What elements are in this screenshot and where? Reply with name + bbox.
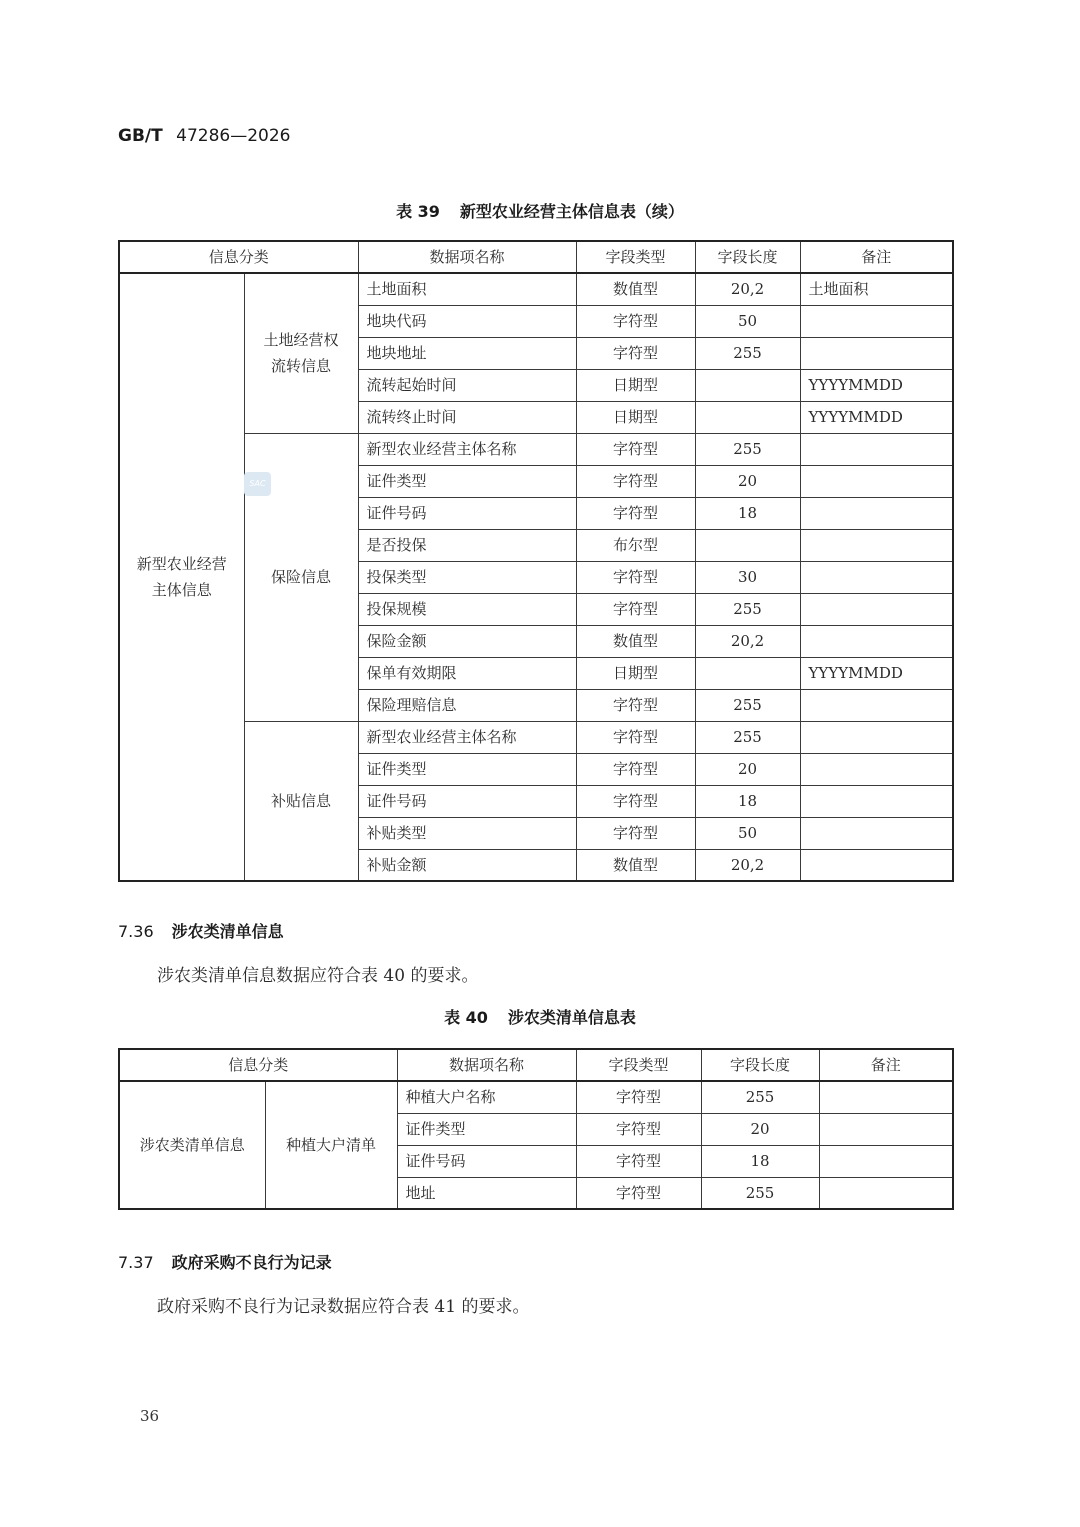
field-length-cell: 255: [695, 721, 800, 753]
field-type-cell: 字符型: [576, 1081, 701, 1113]
table39-header-row: [119, 241, 953, 273]
header-remark: 备注: [819, 1049, 953, 1081]
field-length-cell: 50: [695, 305, 800, 337]
item-name-cell: 新型农业经营主体名称: [358, 721, 576, 753]
table39-number: 表 39: [396, 202, 440, 221]
remark-cell: [800, 561, 953, 593]
item-name-cell: 地块代码: [358, 305, 576, 337]
item-name-cell: 补贴金额: [358, 849, 576, 881]
item-name-cell: 新型农业经营主体名称: [358, 433, 576, 465]
remark-cell: [800, 753, 953, 785]
table40-number: 表 40: [444, 1008, 488, 1027]
field-type-cell: 字符型: [576, 497, 695, 529]
field-type-cell: 日期型: [576, 657, 695, 689]
standard-header: [118, 126, 290, 146]
field-length-cell: 20: [695, 465, 800, 497]
group-category-cell: 种植大户清单: [265, 1081, 397, 1209]
field-length-cell: 20: [695, 753, 800, 785]
field-type-cell: 字符型: [576, 465, 695, 497]
standard-prefix: GB/T: [118, 126, 163, 146]
field-type-cell: 字符型: [576, 785, 695, 817]
section-number: 7.36: [118, 922, 154, 941]
remark-cell: [800, 337, 953, 369]
field-type-cell: 日期型: [576, 401, 695, 433]
field-length-cell: [695, 369, 800, 401]
header-remark: 备注: [800, 241, 953, 273]
section-7-37-text: 政府采购不良行为记录数据应符合表 41 的要求。: [157, 1297, 530, 1317]
item-name-cell: 证件号码: [397, 1145, 576, 1177]
field-type-cell: 数值型: [576, 273, 695, 305]
watermark-text: SAC: [249, 479, 266, 488]
field-length-cell: 18: [701, 1145, 819, 1177]
main-category-cell: 新型农业经营主体信息: [119, 273, 244, 881]
item-name-cell: 投保类型: [358, 561, 576, 593]
field-length-cell: 255: [695, 433, 800, 465]
remark-cell: [800, 849, 953, 881]
field-type-cell: 数值型: [576, 849, 695, 881]
table39: [118, 240, 954, 882]
field-type-cell: 字符型: [576, 337, 695, 369]
item-name-cell: 地块地址: [358, 337, 576, 369]
remark-cell: [819, 1081, 953, 1113]
field-length-cell: 18: [695, 785, 800, 817]
section-7-36-text: 涉农类清单信息数据应符合表 40 的要求。: [157, 966, 479, 986]
standard-number: 47286—2026: [176, 126, 291, 146]
table-row: [119, 1081, 953, 1113]
remark-cell: [800, 305, 953, 337]
remark-cell: [800, 433, 953, 465]
sac-watermark: [244, 472, 271, 496]
section-number: 7.37: [118, 1253, 154, 1272]
field-length-cell: 255: [695, 689, 800, 721]
field-length-cell: [695, 529, 800, 561]
remark-cell: [800, 593, 953, 625]
field-length-cell: 255: [701, 1177, 819, 1209]
remark-cell: [800, 785, 953, 817]
table-row: [119, 433, 953, 465]
remark-cell: 土地面积: [800, 273, 953, 305]
table40: [118, 1048, 954, 1210]
field-length-cell: [695, 657, 800, 689]
table40-caption: [0, 1005, 1080, 1028]
item-name-cell: 保险理赔信息: [358, 689, 576, 721]
header-category: 信息分类: [119, 1049, 397, 1081]
field-type-cell: 字符型: [576, 561, 695, 593]
field-length-cell: 255: [695, 593, 800, 625]
item-name-cell: 证件类型: [397, 1113, 576, 1145]
field-type-cell: 字符型: [576, 593, 695, 625]
remark-cell: YYYYMMDD: [800, 401, 953, 433]
field-length-cell: 20,2: [695, 849, 800, 881]
remark-cell: [800, 721, 953, 753]
table39-title: 新型农业经营主体信息表（续）: [459, 202, 684, 221]
remark-cell: [800, 497, 953, 529]
remark-cell: YYYYMMDD: [800, 657, 953, 689]
field-type-cell: 布尔型: [576, 529, 695, 561]
section-heading: 政府采购不良行为记录: [171, 1253, 332, 1272]
section-7-36-title: [118, 919, 284, 942]
header-length: 字段长度: [695, 241, 800, 273]
field-length-cell: 255: [695, 337, 800, 369]
table39-caption: [0, 199, 1080, 222]
item-name-cell: 流转起始时间: [358, 369, 576, 401]
field-type-cell: 字符型: [576, 753, 695, 785]
field-length-cell: [695, 401, 800, 433]
remark-cell: [800, 817, 953, 849]
remark-cell: [819, 1177, 953, 1209]
item-name-cell: 证件号码: [358, 497, 576, 529]
section-heading: 涉农类清单信息: [171, 922, 284, 941]
item-name-cell: 补贴类型: [358, 817, 576, 849]
group-category-cell: 土地经营权流转信息: [244, 273, 358, 433]
field-length-cell: 20,2: [695, 625, 800, 657]
table-row: [119, 721, 953, 753]
item-name-cell: 是否投保: [358, 529, 576, 561]
field-length-cell: 255: [701, 1081, 819, 1113]
item-name-cell: 地址: [397, 1177, 576, 1209]
group-category-cell: 保险信息: [244, 433, 358, 721]
field-type-cell: 字符型: [576, 689, 695, 721]
remark-cell: [819, 1145, 953, 1177]
item-name-cell: 证件类型: [358, 465, 576, 497]
section-7-37-title: [118, 1250, 332, 1273]
field-type-cell: 日期型: [576, 369, 695, 401]
main-category-cell: 涉农类清单信息: [119, 1081, 265, 1209]
field-type-cell: 字符型: [576, 1177, 701, 1209]
field-type-cell: 数值型: [576, 625, 695, 657]
field-type-cell: 字符型: [576, 433, 695, 465]
field-length-cell: 50: [695, 817, 800, 849]
header-type: 字段类型: [576, 1049, 701, 1081]
remark-cell: [800, 625, 953, 657]
field-type-cell: 字符型: [576, 1113, 701, 1145]
remark-cell: [800, 529, 953, 561]
header-category: 信息分类: [119, 241, 358, 273]
field-type-cell: 字符型: [576, 305, 695, 337]
field-type-cell: 字符型: [576, 1145, 701, 1177]
header-length: 字段长度: [701, 1049, 819, 1081]
item-name-cell: 流转终止时间: [358, 401, 576, 433]
remark-cell: [800, 689, 953, 721]
header-item: 数据项名称: [358, 241, 576, 273]
header-type: 字段类型: [576, 241, 695, 273]
field-type-cell: 字符型: [576, 721, 695, 753]
field-length-cell: 18: [695, 497, 800, 529]
remark-cell: [800, 465, 953, 497]
group-category-cell: 补贴信息: [244, 721, 358, 881]
field-length-cell: 20,2: [695, 273, 800, 305]
header-item: 数据项名称: [397, 1049, 576, 1081]
field-length-cell: 30: [695, 561, 800, 593]
field-length-cell: 20: [701, 1113, 819, 1145]
item-name-cell: 证件号码: [358, 785, 576, 817]
table-row: [119, 273, 953, 305]
item-name-cell: 投保规模: [358, 593, 576, 625]
item-name-cell: 土地面积: [358, 273, 576, 305]
remark-cell: YYYYMMDD: [800, 369, 953, 401]
field-type-cell: 字符型: [576, 817, 695, 849]
table40-title: 涉农类清单信息表: [507, 1008, 636, 1027]
item-name-cell: 种植大户名称: [397, 1081, 576, 1113]
item-name-cell: 保险金额: [358, 625, 576, 657]
item-name-cell: 证件类型: [358, 753, 576, 785]
page-number: 36: [140, 1407, 160, 1425]
remark-cell: [819, 1113, 953, 1145]
table40-header-row: [119, 1049, 953, 1081]
item-name-cell: 保单有效期限: [358, 657, 576, 689]
